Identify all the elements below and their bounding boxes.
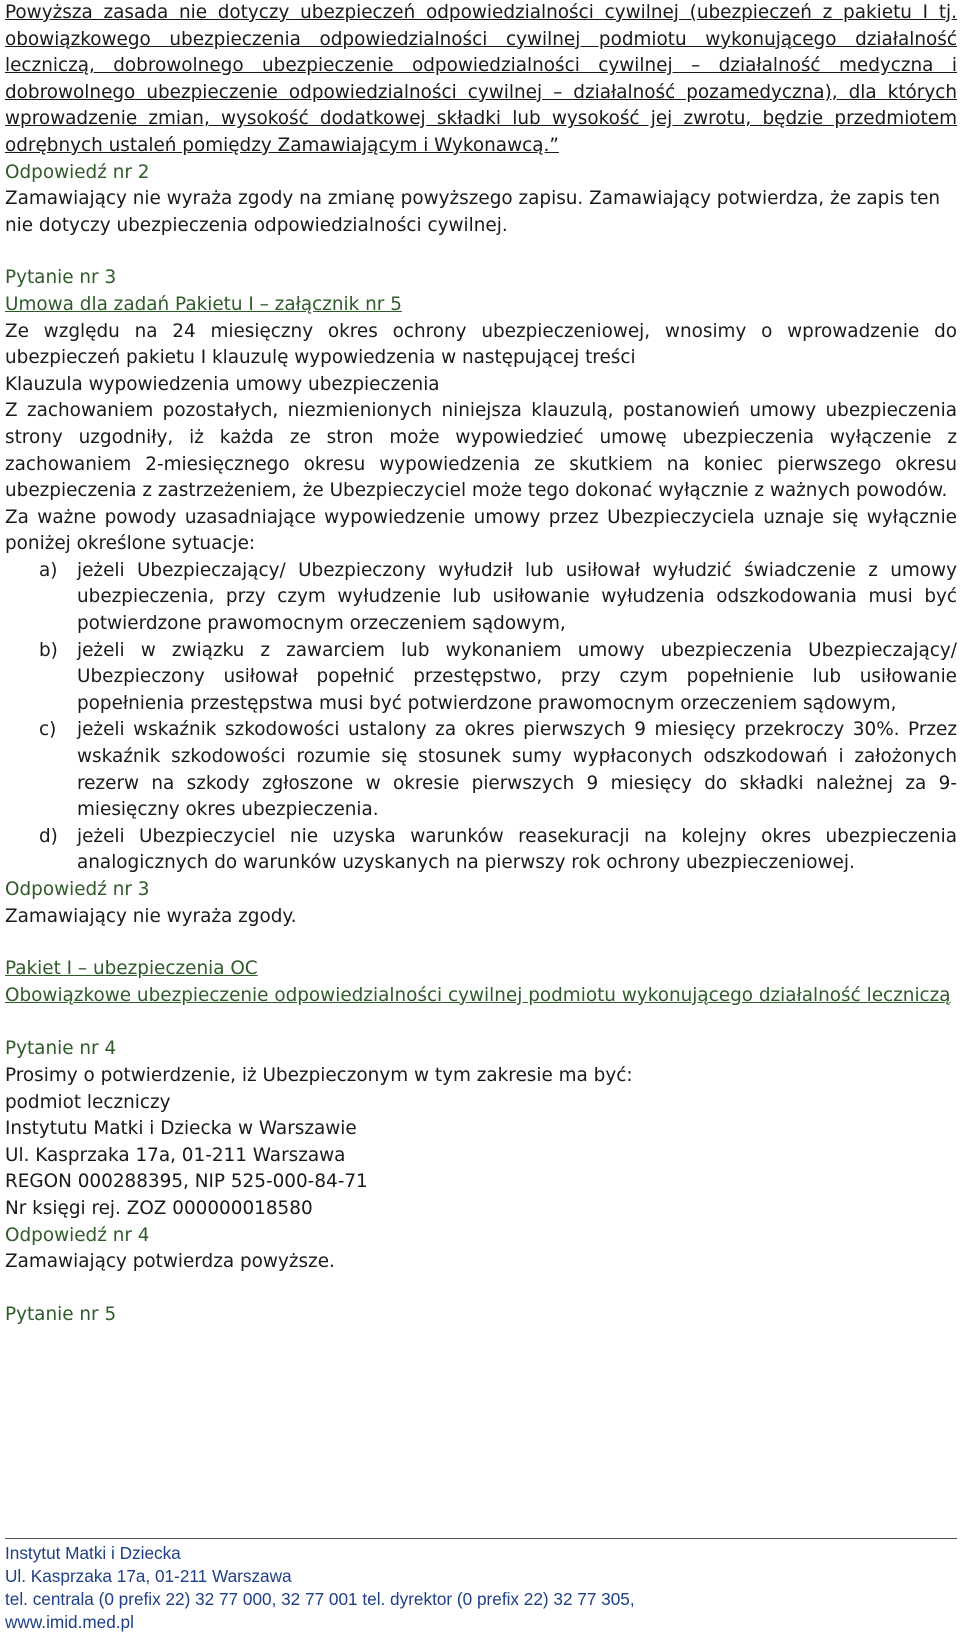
- list-marker: c): [39, 719, 57, 741]
- page-footer: [5, 1538, 957, 1634]
- list-item: [5, 558, 957, 638]
- footer-institution: Instytut Matki i Dziecka: [5, 1543, 181, 1563]
- question-4-line: Prosimy o potwierdzenie, iż Ubezpieczonym w tym zakresie ma być:: [5, 1064, 633, 1086]
- question-4-line: Ul. Kasprzaka 17a, 01-211 Warszawa: [5, 1144, 346, 1166]
- list-item-text: jeżeli Ubezpieczyciel nie uzyska warunków reasekuracji na kolejny okres ubezpieczenia analogicznych do warunków uzyskanych na pierwszy rok ochrony ubezpieczeniowej.: [77, 825, 957, 874]
- question-3-subheading: Umowa dla zadań Pakietu I – załącznik nr 5: [5, 293, 402, 315]
- question-4-line: Nr księgi rej. ZOZ 000000018580: [5, 1197, 313, 1219]
- question-3-paragraph-1: Ze względu na 24 miesięczny okres ochrony ubezpieczeniowej, wnosimy o wprowadzenie do ubezpieczeń pakietu I klauzulę wypowiedzenia w następującej treści: [5, 320, 957, 369]
- footer-phones: tel. centrala (0 prefix 22) 32 77 000, 32 77 001 tel. dyrektor (0 prefix 22) 32 77 305,: [5, 1589, 635, 1609]
- question-3-paragraph-4: Za ważne powody uzasadniające wypowiedzenie umowy przez Ubezpieczyciela uznaje się wyłącznie poniżej określone sytuacje:: [5, 506, 957, 555]
- question-4-line: podmiot leczniczy: [5, 1091, 171, 1113]
- answer-3-heading: Odpowiedź nr 3: [5, 879, 150, 900]
- list-marker: a): [39, 559, 58, 581]
- answer-3-text: Zamawiający nie wyraża zgody.: [5, 905, 297, 927]
- footer-address: Ul. Kasprzaka 17a, 01-211 Warszawa: [5, 1566, 292, 1586]
- footer-website-link[interactable]: www.imid.med.pl: [5, 1612, 134, 1632]
- answer-4-text: Zamawiający potwierdza powyższe.: [5, 1251, 335, 1273]
- question-3-paragraph-3: Z zachowaniem pozostałych, niezmienionych niniejsza klauzulą, postanowień umowy ubezpieczenia strony uzgodniły, iż każda ze stron może wypowiedzieć umowę ubezpieczenia wyłączenie z zachowaniem 2-miesięcznego okresu wypowiedzenia ze skutkiem na koniec pierwszego okresu ubezpieczenia z zastrzeżeniem, że Ubezpieczyciel może tego dokonać wyłącznie z ważnych powodów.: [5, 400, 957, 502]
- list-item-text: jeżeli wskaźnik szkodowości ustalony za okres pierwszych 9 miesięcy przekroczy 30%. Przez wskaźnik szkodowości rozumie się stosunek sumy wypłaconych odszkodowań i założonych rezerw na szkody zgłoszone w okresie pierwszych 9 miesięcy do składki należnej za 9-miesięczny okres ubezpieczenia.: [77, 719, 957, 821]
- list-marker: b): [39, 639, 58, 661]
- question-5-heading: Pytanie nr 5: [5, 1303, 117, 1325]
- list-marker: d): [39, 825, 58, 847]
- list-item-text: jeżeli Ubezpieczający/ Ubezpieczony wyłudził lub usiłował wyłudzić świadczenie z umowy ubezpieczenia, przy czym wyłudzenie lub usiłowanie wyłudzenia odszkodowania musi być potwierdzone prawomocnym orzeczeniem sądowym,: [77, 559, 957, 635]
- list-item: [5, 638, 957, 718]
- list-item-text: jeżeli w związku z zawarciem lub wykonaniem umowy ubezpieczenia Ubezpieczający/ Ubezpieczony usiłował popełnić przestępstwo, przy czym popełnienie lub usiłowanie popełnienia przestępstwa musi być potwierdzone prawomocnym orzeczeniem sądowym,: [77, 639, 957, 714]
- package-subtitle: Obowiązkowe ubezpieczenie odpowiedzialności cywilnej podmiotu wykonującego działalność leczniczą: [5, 984, 951, 1006]
- answer-4-heading: Odpowiedź nr 4: [5, 1224, 150, 1246]
- reasons-list: [5, 558, 957, 877]
- document-page: [5, 0, 957, 1328]
- intro-paragraph: Powyższa zasada nie dotyczy ubezpieczeń odpowiedzialności cywilnej (ubezpieczeń z pakietu I tj. obowiązkowego ubezpieczenia odpowiedzialności cywilnej podmiotu wykonującego działalność leczniczą, dobrowolnego ubezpieczenie odpowiedzialności cywilnej – działalność medyczna i dobrowolnego ubezpieczenie odpowiedzialności cywilnej – działalność pozamedyczna), dla których wprowadzenie zmian, wysokość dodatkowej składki lub wysokość jej zwrotu, będzie przedmiotem odrębnych ustaleń pomiędzy Zamawiającym i Wykonawcą.”: [5, 2, 957, 156]
- question-4-line: REGON 000288395, NIP 525-000-84-71: [5, 1171, 368, 1193]
- question-3-heading: Pytanie nr 3: [5, 267, 117, 289]
- question-4-line: Instytutu Matki i Dziecka w Warszawie: [5, 1118, 357, 1140]
- answer-2-text: Zamawiający nie wyraża zgody na zmianę powyższego zapisu. Zamawiający potwierdza, że zapis ten nie dotyczy ubezpieczenia odpowiedzialności cywilnej.: [5, 188, 941, 236]
- package-title: Pakiet I – ubezpieczenia OC: [5, 958, 258, 980]
- list-item: [5, 717, 957, 823]
- list-item: [5, 824, 957, 877]
- question-4-heading: Pytanie nr 4: [5, 1038, 117, 1060]
- answer-2-heading: Odpowiedź nr 2: [5, 161, 150, 183]
- question-3-clause-title: Klauzula wypowiedzenia umowy ubezpieczenia: [5, 373, 440, 395]
